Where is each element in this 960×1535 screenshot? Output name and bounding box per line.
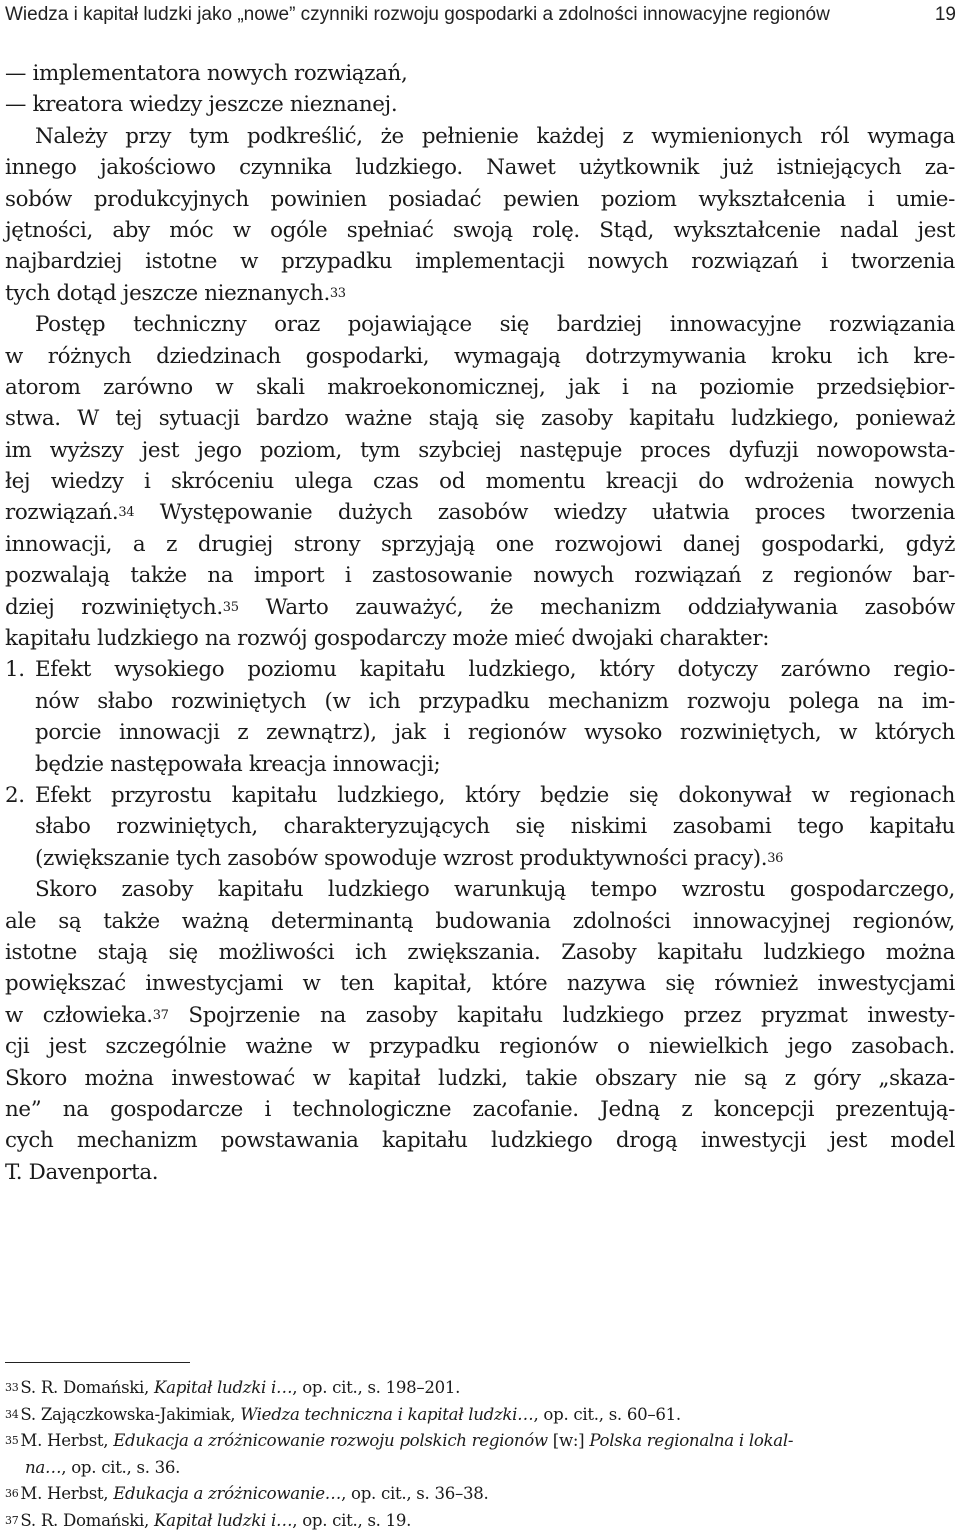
text-line xyxy=(5,1000,955,1031)
text-line: będzie następowała kreacja innowacji; xyxy=(35,751,441,777)
footnote-ref: 33 xyxy=(329,285,346,301)
text-line xyxy=(5,592,955,623)
footnote-title: Kapitał ludzki i… xyxy=(154,1378,293,1397)
text-span: w człowieka. xyxy=(5,1002,153,1028)
text-line: jętności, aby móc w ogóle spełniać swoją rolę. Stąd, wykształcenie nadal jest xyxy=(5,217,955,243)
list-item xyxy=(5,780,955,811)
footnote-title: Edukacja a zróżnicowanie rozwoju polskich regionów xyxy=(113,1431,548,1450)
text-line: im wyższy jest jego poziom, tym szybciej następuje proces dyfuzji nowopowsta- xyxy=(5,437,955,463)
footnote-title: na… xyxy=(25,1457,62,1477)
footnote-ref: 34 xyxy=(118,505,135,521)
running-header-title: Wiedza i kapitał ludzki jako „nowe” czynniki rozwoju gospodarki a zdolności innowacyjne regionów xyxy=(5,4,830,25)
footnote-number: 37 xyxy=(5,1513,19,1527)
text-line: Skoro można inwestować w kapitał ludzki, takie obszary nie są z góry „skaza- xyxy=(5,1065,955,1091)
text-line: najbardziej istotne w przypadku implementacji nowych rozwiązań i tworzenia xyxy=(5,249,955,275)
text-line: atorom zarówno w skali makroekonomicznej, jak i na poziomie przedsiębior- xyxy=(5,374,955,400)
text-line: porcie innowacji z zewnątrz), jak i regionów wysoko rozwiniętych, w których xyxy=(35,720,955,746)
text-line: łej wiedzy i skróceniu ulega czas od momentu kreacji do wdrożenia nowych xyxy=(5,469,955,495)
text-line: w różnych dziedzinach gospodarki, wymagają dotrzymywania kroku ich kre- xyxy=(5,343,955,369)
text-span: (zwiększanie tych zasobów spowoduje wzrost produktywności pracy). xyxy=(35,845,768,871)
footnote-title: Wiedza techniczna i kapitał ludzki… xyxy=(240,1404,534,1424)
footnote xyxy=(5,1402,955,1429)
footnote-author: M. Herbst, xyxy=(20,1484,114,1503)
main-text xyxy=(5,58,955,1188)
dash-item: — implementatora nowych rozwiązań, xyxy=(5,61,408,86)
text-line: nów słabo rozwiniętych (w ich przypadku mechanizm rozwoju polega na im- xyxy=(35,688,955,714)
footnote-continuation xyxy=(5,1455,955,1482)
text-line: cych mechanizm powstawania kapitału ludzkiego drogą inwestycji jest model xyxy=(5,1128,955,1154)
footnote-separator xyxy=(5,1362,190,1363)
footnote-author: S. R. Domański, xyxy=(20,1378,155,1397)
text-line: słabo rozwiniętych, charakteryzujących się niskimi zasobami tego kapitału xyxy=(35,814,955,840)
footnote-ref: 37 xyxy=(152,1007,169,1023)
footnote-ref-text: , op. cit., s. 60–61. xyxy=(533,1404,681,1424)
text-span: dziej rozwiniętych. xyxy=(5,594,223,620)
footnote-number: 34 xyxy=(5,1407,19,1421)
text-line xyxy=(5,497,955,528)
text-line: powiększać inwestycjami w ten kapitał, które nazywa się również inwestycjami xyxy=(5,971,955,997)
running-header xyxy=(0,4,958,28)
footnote-ref-text: , op. cit., s. 198–201. xyxy=(292,1378,461,1397)
footnote-ref-text: , op. cit., s. 19. xyxy=(292,1510,412,1530)
footnote xyxy=(5,1508,955,1535)
text-span: Warto zauważyć, że mechanizm oddziaływania zasobów xyxy=(238,594,955,620)
text-line xyxy=(5,843,955,874)
footnote xyxy=(5,1375,955,1402)
text-line: cji jest szczególnie ważne w przypadku regionów o niewielkich jego zasobach. xyxy=(5,1034,955,1060)
text-line: istotne stają się możliwości ich zwiększania. Zasoby kapitału ludzkiego można xyxy=(5,939,955,965)
text-line: Należy przy tym podkreślić, że pełnienie każdej z wymienionych ról wymaga xyxy=(35,123,955,149)
text-line: Postęp techniczny oraz pojawiające się bardziej innowacyjne rozwiązania xyxy=(35,312,955,338)
text-span: Efekt przyrostu kapitału ludzkiego, który będzie się dokonywał w regionach xyxy=(35,782,955,808)
text-line xyxy=(5,278,955,309)
footnotes xyxy=(5,1375,955,1534)
text-span: Spojrzenie na zasoby kapitału ludzkiego przez pryzmat inwesty- xyxy=(168,1002,955,1028)
footnote-author: S. Zajączkowska-Jakimiak, xyxy=(20,1404,241,1424)
footnote-ref-text: , op. cit., s. 36. xyxy=(61,1457,181,1477)
text-span: tych dotąd jeszcze nieznanych. xyxy=(5,280,330,306)
text-span: Efekt wysokiego poziomu kapitału ludzkiego, który dotyczy zarówno regio- xyxy=(35,657,955,683)
text-line: kapitału ludzkiego na rozwój gospodarczy może mieć dwojaki charakter: xyxy=(5,626,770,652)
footnote-ref-text: , op. cit., s. 36–38. xyxy=(341,1484,489,1503)
text-span: Występowanie dużych zasobów wiedzy ułatwia proces tworzenia xyxy=(134,500,955,526)
footnote-title: Polska regionalna i lokal- xyxy=(589,1431,794,1450)
footnote xyxy=(5,1481,955,1508)
footnote-number: 36 xyxy=(5,1487,19,1500)
footnote-number: 33 xyxy=(5,1381,19,1394)
text-line: innowacji, a z drugiej strony sprzyjają one rozwojowi danej gospodarki, gdyż xyxy=(5,531,955,557)
list-item xyxy=(5,654,955,685)
text-line: ne” na gospodarcze i technologiczne zacofanie. Jedną z koncepcji prezentują- xyxy=(5,1096,955,1122)
footnote-title: Edukacja a zróżnicowanie… xyxy=(113,1484,342,1503)
footnote-number: 35 xyxy=(5,1434,19,1447)
footnote-ref: 35 xyxy=(222,599,239,615)
text-span: rozwiązań. xyxy=(5,500,119,526)
text-line: sobów produkcyjnych powinien posiadać pewien poziom wykształcenia i umie- xyxy=(5,186,955,212)
footnote-ref-text: [w:] xyxy=(547,1431,590,1450)
text-line: Skoro zasoby kapitału ludzkiego warunkują tempo wzrostu gospodarczego, xyxy=(35,877,955,903)
text-line: stwa. W tej sytuacji bardzo ważne stają się zasoby kapitału ludzkiego, ponieważ xyxy=(5,406,955,432)
dash-item: — kreatora wiedzy jeszcze nieznanej. xyxy=(5,92,398,118)
text-line: innego jakościowo czynnika ludzkiego. Nawet użytkownik już istniejących za- xyxy=(5,155,955,181)
text-line: pozwalają także na import i zastosowanie nowych rozwiązań z regionów bar- xyxy=(5,563,955,589)
text-line: T. Davenporta. xyxy=(5,1159,159,1185)
footnote xyxy=(5,1428,955,1455)
footnote-ref: 36 xyxy=(767,850,784,866)
footnote-author: M. Herbst, xyxy=(20,1431,114,1450)
footnote-author: S. R. Domański, xyxy=(20,1510,155,1530)
footnote-title: Kapitał ludzki i… xyxy=(154,1510,293,1530)
text-line: ale są także ważną determinantą budowania zdolności innowacyjnej regionów, xyxy=(5,908,955,934)
list-number: 1. xyxy=(5,657,25,683)
page-number: 19 xyxy=(934,4,956,25)
list-number: 2. xyxy=(5,782,25,808)
